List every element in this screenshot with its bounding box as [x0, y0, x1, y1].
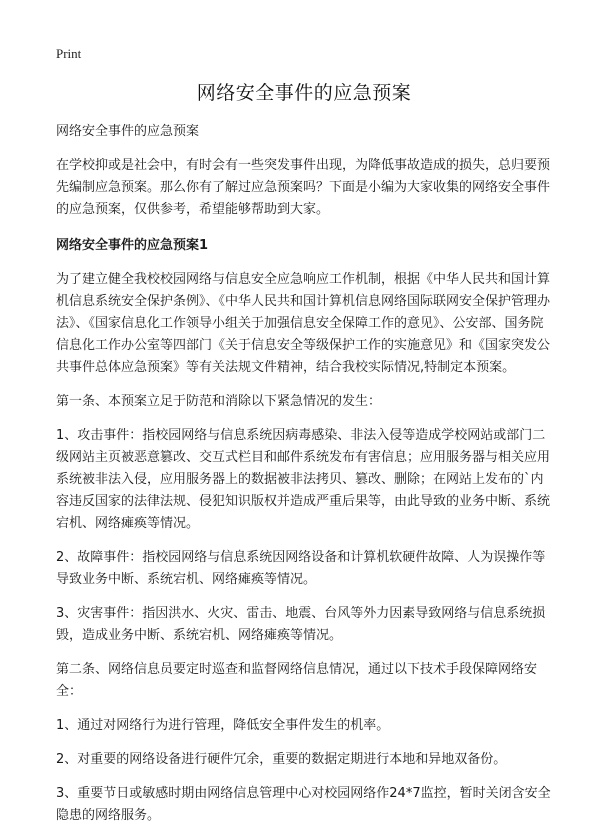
page-title: 网络安全事件的应急预案 — [196, 82, 412, 104]
body-paragraph: 3、重要节日或敏感时期由网络信息管理中心对校园网络作24*7监控，暂时关闭含安全隐患的网络服务。 — [56, 786, 551, 823]
print-link[interactable]: Print — [56, 46, 82, 61]
intro-paragraph: 在学校抑或是社会中，有时会有一些突发事件出现，为降低事故造成的损失，总归要预先编制应急预案。那么你有了解过应急预案吗？下面是小编为大家收集的网络安全事件的应急预案，仅供参考，希望能够帮助到大家。 — [56, 158, 551, 217]
body-paragraph: 2、故障事件：指校园网络与信息系统因网络设备和计算机软硬件故障、人为误操作等导致业务中断、系统宕机、网络瘫痪等情况。 — [56, 550, 546, 587]
body-paragraph: 3、灾害事件：指因洪水、火灾、雷击、地震、台风等外力因素导致网络与信息系统损毁，造成业务中断、系统宕机、网络瘫痪等情况。 — [56, 606, 546, 643]
body-paragraph: 第二条、网络信息员要定时巡查和监督网络信息情况，通过以下技术手段保障网络安全： — [56, 662, 538, 699]
document-subtitle: 网络安全事件的应急预案 — [56, 124, 200, 139]
body-paragraph: 2、对重要的网络设备进行硬件冗余，重要的数据定期进行本地和异地双备份。 — [56, 752, 507, 767]
body-paragraph: 1、通过对网络行为进行管理，降低安全事件发生的机率。 — [56, 718, 390, 733]
body-paragraph: 第一条、本预案立足于防范和消除以下紧急情况的发生： — [56, 394, 382, 409]
section-heading: 网络安全事件的应急预案1 — [56, 238, 209, 253]
body-paragraph: 1、攻击事件：指校园网络与信息系统因病毒感染、非法入侵等造成学校网站或部门二级网站主页被恶意篡改、交互式栏目和邮件系统发布有害信息；应用服务器与相关应用系统被非法入侵，应用服务器上的数据被非法拷贝、篡改、删除；在网站上发布的`内容违反国家的法律法规、侵犯知识版权并造成严重后果等，由此导致的业务中断、系统宕机、网络瘫痪等情况。 — [56, 428, 551, 531]
body-paragraph: 为了建立健全我校校园网络与信息安全应急响应工作机制，根据《中华人民共和国计算机信息系统安全保护条例》、《中华人民共和国计算机信息网络国际联网安全保护管理办法》、《国家信息化工作领导小组关于加强信息安全保障工作的意见》、公安部、国务院信息化工作办公室等四部门《关于信息安全等级保护工作的实施意见》和《国家突发公共事件总体应急预案》等有关法规文件精神，结合我校实际情况,特制定本预案。 — [56, 272, 551, 375]
